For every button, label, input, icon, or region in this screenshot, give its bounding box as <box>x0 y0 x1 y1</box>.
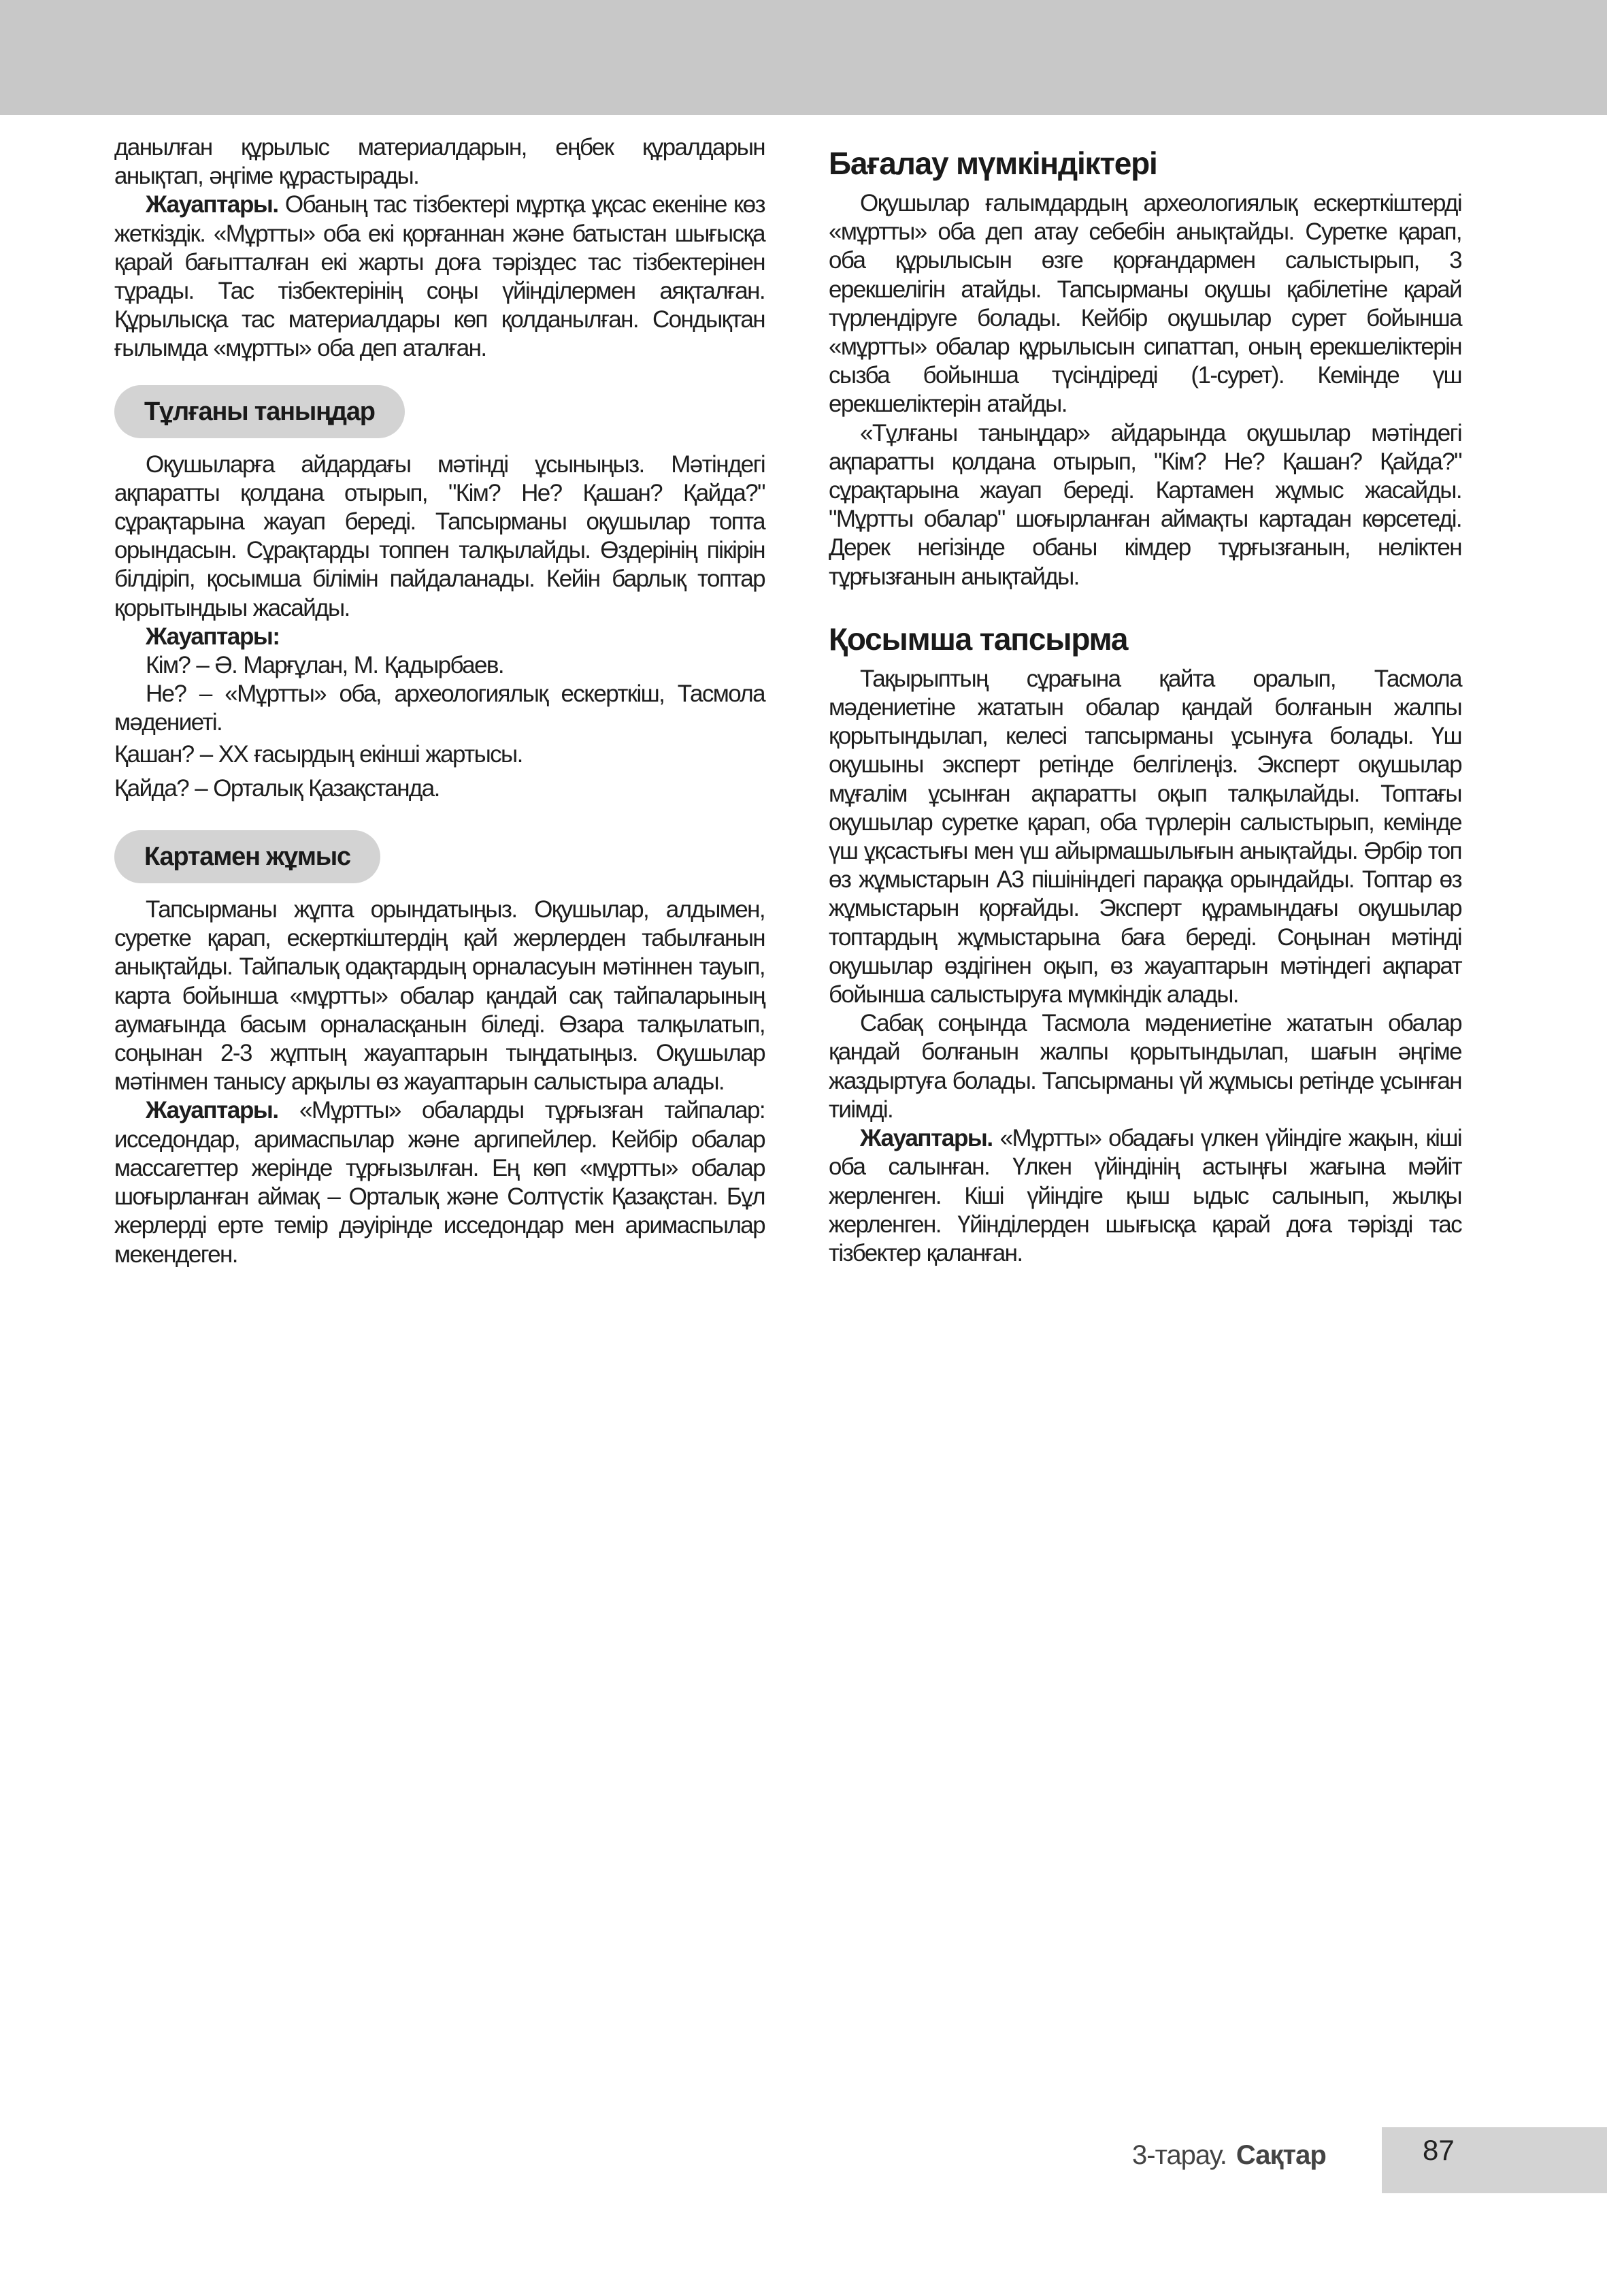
left-column <box>114 133 765 1269</box>
answer-label: Жауаптары. <box>146 1097 278 1124</box>
map-task-paragraph: Тапсырманы жұпта орындатыңыз. Оқушылар, алдымен, суретке қарап, ескерткіштердің қай жерлерден табылғанын анықтайды. Тайпалық одақтардың орналасуын мәтіннен тауып, карта бойынша «мұртты» обалар қандай сақ тайпаларының аумағында басым орналасқанын біледі. Өзара талқылатып, соңынан 2-3 жұптың жауаптарын тыңдатыңыз. Оқушылар мәтінмен танысу арқылы өз жауаптарын салыстыра алады. <box>114 896 765 1096</box>
answer-when: Қашан? – ХХ ғасырдың екінші жартысы. <box>114 740 523 768</box>
map-answer-paragraph <box>114 1096 765 1268</box>
page-number-box <box>1382 2127 1607 2193</box>
extra-paragraph-1: Тақырыптың сұрағына қайта оралып, Тасмола мәдениетіне жататын обалар қандай болғанын жалпы қорытындылап, келесі тапсырманы ұсынуға болады. Үш оқушыны эксперт ретінде белгілеңіз. Эксперт оқушылар мұғалім ұсынған ақпаратты оқып талқылайды. Топтағы оқушылар суретке қарап, оба түрлерін салыстырып, кемінде үш ұқсастығы мен үш айырмашылығын анықтайды. Әрбір топ өз жұмыстарын А3 пішініндегі параққа орындайды. Топтар өз жұмыстарын қорғайды. Эксперт құрамындағы оқушылар топтардың жұмыстарына баға береді. Соңынан мәтінді оқушылар өздігінен оқып, өз жауаптарын мәтіндегі ақпарат бойынша салыстыруға мүмкіндік алады. <box>829 665 1461 1008</box>
person-answers-label: Жауаптары: <box>146 623 280 650</box>
right-column <box>829 143 1461 1268</box>
answer-label: Жауаптары. <box>860 1125 993 1152</box>
assessment-paragraph-2: «Тұлғаны таныңдар» айдарында оқушылар мәтіндегі ақпаратты қолдана отырып, "Кім? Не? Қашан? Қайда?" сұрақтарына жауап береді. Картамен жұмыс жасайды. "Мұртты обалар" шоғырланған аймақты картадан көрсетеді. Дерек негізінде обаны кімдер тұрғызғанын, неліктен тұрғызғанын анықтайды. <box>829 419 1461 590</box>
footer-chapter <box>1132 2130 1326 2180</box>
chapter-prefix: 3-тарау. <box>1132 2140 1227 2170</box>
answer-paragraph-1 <box>114 191 765 363</box>
answer-who: Кім? – Ә. Марғұлан, М. Қадырбаев. <box>146 652 503 679</box>
section-pill-person: Тұлғаны таныңдар <box>114 385 405 438</box>
top-header-band <box>0 0 1607 115</box>
extra-answer-paragraph <box>829 1124 1461 1268</box>
answer-label: Жауаптары. <box>146 191 278 218</box>
answer-text: «Мұртты» обадағы үлкен үйіндіге жақын, кіші оба салынған. Үлкен үйіндінің астыңғы жағына мәйіт жерленген. Кіші үйіндіге қыш ыдыс салынып, жылқы жерленген. Үйінділерден шығысқа қарай доға тәрізді тас тізбектер қаланған. <box>829 1125 1461 1266</box>
answer-where: Қайда? – Орталық Қазақстанда. <box>114 774 440 802</box>
extra-paragraph-2: Сабақ соңында Тасмола мәдениетіне жататын обалар қандай болғанын жалпы қорытындылап, шағын әңгіме жаздыртуға болады. Тапсырманы үй жұмысы ретінде ұсынған тиімді. <box>829 1010 1461 1123</box>
page-number: 87 <box>1423 2134 1455 2166</box>
answer-text: Обаның тас тізбектері мұртқа ұқсас екеніне көз жеткіздік. «Мұртты» оба екі қорғаннан және батыстан шығысқа қарай бағытталған екі жарты доға тәріздес тас тізбектерінен тұрады. Тас тізбектерінің соңы үйінділермен аяқталған. Құрылысқа тас материалдары көп қолданылған. Сондықтан ғылымда «мұртты» оба деп аталған. <box>114 191 765 362</box>
intro-paragraph: данылған құрылыс материалдарын, еңбек құралдарын анықтап, әңгіме құрастырады. <box>114 134 765 190</box>
section-pill-map: Картамен жұмыс <box>114 830 380 883</box>
chapter-title: Сақтар <box>1236 2140 1326 2170</box>
answer-text: «Мұртты» обаларды тұрғызған тайпалар: исседондар, аримаспылар және аргипейлер. Кейбір обалар массагеттер жерінде тұрғызылған. Ең көп «мұртты» обалар шоғырланған аймақ – Орталық және Солтүстік Қазақстан. Бұл жерлерді ерте темір дәуірінде исседондар мен аримаспылар мекендеген. <box>114 1097 765 1268</box>
heading-extra-task: Қосымша тапсырма <box>829 621 1128 657</box>
assessment-paragraph-1: Оқушылар ғалымдардың археологиялық ескерткіштерді «мұртты» оба деп атау себебін анықтайды. Суретке қарап, оба құрылысын өзге қорғандармен салыстырып, 3 ерекшелігін атайды. Тапсырманы оқушы қабілетіне қарай түрлендіруге болады. Кейбір оқушылар сурет бойынша «мұртты» обалар құрылысын сипаттап, оның ерекшеліктерін сызба бойынша түсіндіреді (1-сурет). Кемінде үш ерекшеліктерін атайды. <box>829 190 1461 418</box>
heading-assessment: Бағалау мүмкіндіктері <box>829 146 1157 181</box>
person-task-paragraph: Оқушыларға айдардағы мәтінді ұсыныңыз. Мәтіндегі ақпаратты қолдана отырып, "Кім? Не? Қашан? Қайда?" сұрақтарына жауап береді. Тапсырманы оқушылар топта орындасын. Сұрақтарды топпен талқылайды. Өздерінің пікірін білдіріп, қосымша білімін пайдаланады. Кейін барлық топтар қорытындыы жасайды. <box>114 450 765 621</box>
answer-what: Не? – «Мұртты» оба, археологиялық ескерткіш, Тасмола мәдениеті. <box>114 680 765 736</box>
